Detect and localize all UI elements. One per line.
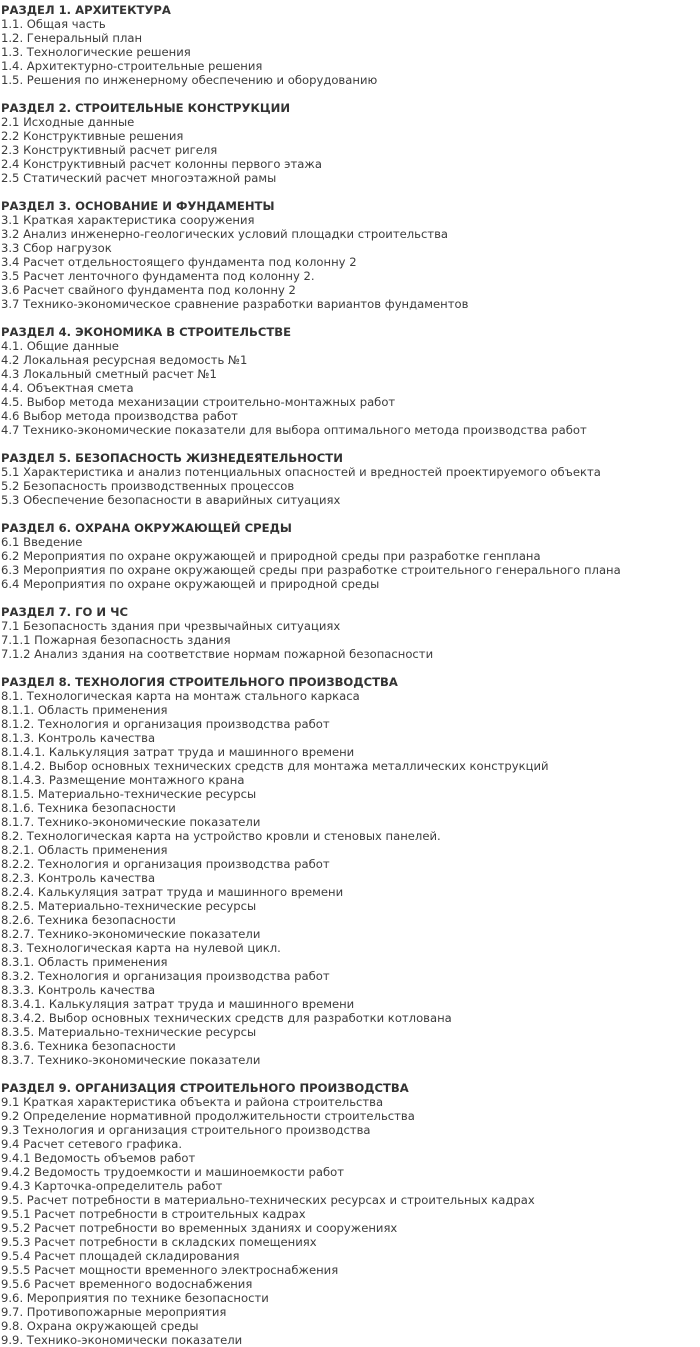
section-items	[1, 17, 700, 87]
toc-item: 8.1.6. Техника безопасности	[1, 801, 176, 815]
toc-section-6	[1, 521, 700, 591]
toc-item: 8.1.3. Контроль качества	[1, 731, 156, 745]
toc-item: 8.3.2. Технология и организация производства работ	[1, 969, 330, 983]
toc-item: 3.6 Расчет свайного фундамента под колонну 2	[1, 283, 296, 297]
toc-item: 9.5.5 Расчет мощности временного электроснабжения	[1, 1263, 339, 1277]
section-items	[1, 213, 700, 311]
toc-item: 9.4.2 Ведомость трудоемкости и машиноемкости работ	[1, 1165, 344, 1179]
toc-item: 8.3.4.1. Калькуляция затрат труда и машинного времени	[1, 997, 355, 1011]
toc-item: 3.2 Анализ инженерно-геологических условий площадки строительства	[1, 227, 449, 241]
toc-item: 9.4.1 Ведомость объемов работ	[1, 1151, 196, 1165]
toc-item: 8.3.7. Технико-экономические показатели	[1, 1053, 261, 1067]
toc-item: 2.3 Конструктивный расчет ригеля	[1, 143, 218, 157]
toc-item: 4.2 Локальная ресурсная ведомость №1	[1, 353, 248, 367]
toc-item: 8.2.5. Материально-технические ресурсы	[1, 899, 257, 913]
toc-item: 8.3.4.2. Выбор основных технических средств для разработки котлована	[1, 1011, 452, 1025]
toc-item: 2.4 Конструктивный расчет колонны первого этажа	[1, 157, 322, 171]
toc-section-4	[1, 325, 700, 437]
toc-item: 8.1.4.3. Размещение монтажного крана	[1, 773, 245, 787]
toc-item: 9.4.3 Карточка-определитель работ	[1, 1179, 223, 1193]
toc-item: 4.4. Объектная смета	[1, 381, 134, 395]
toc-item: 9.1 Краткая характеристика объекта и района строительства	[1, 1095, 384, 1109]
section-items	[1, 689, 700, 1067]
toc-item: 9.9. Технико-экономически показатели	[1, 1333, 243, 1347]
toc-item: 5.2 Безопасность производственных процессов	[1, 479, 295, 493]
toc-item: 9.3 Технология и организация строительного производства	[1, 1123, 371, 1137]
toc-item: 9.5.6 Расчет временного водоснабжения	[1, 1277, 253, 1291]
toc-item: 8.1.4.1. Калькуляция затрат труда и машинного времени	[1, 745, 355, 759]
toc-item: 9.2 Определение нормативной продолжительности строительства	[1, 1109, 415, 1123]
section-items	[1, 1095, 700, 1347]
toc-item: 6.4 Мероприятия по охране окружающей и природной среды	[1, 577, 380, 591]
toc-item: 2.2 Конструктивные решения	[1, 129, 184, 143]
toc-item: 6.2 Мероприятия по охране окружающей и природной среды при разработке генплана	[1, 549, 541, 563]
toc-item: 1.4. Архитектурно-строительные решения	[1, 59, 263, 73]
toc-item: 8.1.5. Материально-технические ресурсы	[1, 787, 257, 801]
section-title: РАЗДЕЛ 6. ОХРАНА ОКРУЖАЮЩЕЙ СРЕДЫ	[1, 521, 292, 535]
toc-item: 8.1.7. Технико-экономические показатели	[1, 815, 261, 829]
toc-item: 9.5.2 Расчет потребности во временных зданиях и сооружениях	[1, 1221, 398, 1235]
toc-item: 8.1.4.2. Выбор основных технических средств для монтажа металлических конструкций	[1, 759, 549, 773]
toc-item: 8.2.7. Технико-экономические показатели	[1, 927, 261, 941]
toc-item: 7.1.1 Пожарная безопасность здания	[1, 633, 231, 647]
toc-item: 8.2.4. Калькуляция затрат труда и машинного времени	[1, 885, 344, 899]
toc-section-7	[1, 605, 700, 661]
section-title: РАЗДЕЛ 7. ГО И ЧС	[1, 605, 129, 619]
section-items	[1, 339, 700, 437]
toc-item: 4.7 Технико-экономические показатели для выбора оптимального метода производства работ	[1, 423, 587, 437]
toc-item: 9.5.1 Расчет потребности в строительных кадрах	[1, 1207, 306, 1221]
section-title: РАЗДЕЛ 5. БЕЗОПАСНОСТЬ ЖИЗНЕДЕЯТЕЛЬНОСТИ	[1, 451, 343, 465]
toc-section-1	[1, 3, 700, 87]
section-title: РАЗДЕЛ 9. ОРГАНИЗАЦИЯ СТРОИТЕЛЬНОГО ПРОИЗВОДСТВА	[1, 1081, 409, 1095]
toc-item: 4.6 Выбор метода производства работ	[1, 409, 238, 423]
toc-item: 4.3 Локальный сметный расчет №1	[1, 367, 217, 381]
toc-item: 3.4 Расчет отдельностоящего фундамента под колонну 2	[1, 255, 357, 269]
toc-item: 8.2. Технологическая карта на устройство кровли и стеновых панелей.	[1, 829, 441, 843]
toc-item: 8.3. Технологическая карта на нулевой цикл.	[1, 941, 281, 955]
toc-item: 9.5.4 Расчет площадей складирования	[1, 1249, 240, 1263]
toc-item: 8.3.6. Техника безопасности	[1, 1039, 176, 1053]
toc-item: 1.2. Генеральный план	[1, 31, 143, 45]
toc-item: 3.7 Технико-экономическое сравнение разработки вариантов фундаментов	[1, 297, 469, 311]
toc-item: 1.1. Общая часть	[1, 17, 106, 31]
toc-item: 3.3 Сбор нагрузок	[1, 241, 112, 255]
toc-item: 8.3.1. Область применения	[1, 955, 168, 969]
toc-item: 8.2.3. Контроль качества	[1, 871, 156, 885]
toc-item: 6.3 Мероприятия по охране окружающей среды при разработке строительного генерального плана	[1, 563, 621, 577]
toc-item: 5.3 Обеспечение безопасности в аварийных ситуациях	[1, 493, 341, 507]
toc-item: 1.3. Технологические решения	[1, 45, 191, 59]
toc-item: 9.5.3 Расчет потребности в складских помещениях	[1, 1235, 317, 1249]
toc-item: 2.5 Статический расчет многоэтажной рамы	[1, 171, 277, 185]
section-items	[1, 619, 700, 661]
section-items	[1, 115, 700, 185]
toc-item: 9.8. Охрана окружающей среды	[1, 1319, 199, 1333]
toc-item: 9.5. Расчет потребности в материально-технических ресурсах и строительных кадрах	[1, 1193, 535, 1207]
toc-item: 4.5. Выбор метода механизации строительно-монтажных работ	[1, 395, 396, 409]
toc-section-5	[1, 451, 700, 507]
toc-item: 5.1 Характеристика и анализ потенциальных опасностей и вредностей проектируемого объекта	[1, 465, 601, 479]
section-title: РАЗДЕЛ 3. ОСНОВАНИЕ И ФУНДАМЕНТЫ	[1, 199, 275, 213]
toc-item: 1.5. Решения по инженерному обеспечению и оборудованию	[1, 73, 378, 87]
toc-item: 8.2.6. Техника безопасности	[1, 913, 176, 927]
toc-item: 7.1.2 Анализ здания на соответствие нормам пожарной безопасности	[1, 647, 434, 661]
toc-item: 8.1.2. Технология и организация производства работ	[1, 717, 330, 731]
toc-item: 7.1 Безопасность здания при чрезвычайных ситуациях	[1, 619, 341, 633]
toc-section-2	[1, 101, 700, 185]
toc-section-8	[1, 675, 700, 1067]
toc-item: 9.6. Мероприятия по технике безопасности	[1, 1291, 269, 1305]
toc-item: 9.4 Расчет сетевого графика.	[1, 1137, 182, 1151]
toc-item: 9.7. Противопожарные мероприятия	[1, 1305, 227, 1319]
toc-item: 8.2.2. Технология и организация производства работ	[1, 857, 330, 871]
toc-item: 8.1. Технологическая карта на монтаж стального каркаса	[1, 689, 360, 703]
section-items	[1, 535, 700, 591]
toc-item: 6.1 Введение	[1, 535, 83, 549]
toc-section-3	[1, 199, 700, 311]
toc-item: 3.1 Краткая характеристика сооружения	[1, 213, 255, 227]
toc-item: 4.1. Общие данные	[1, 339, 119, 353]
section-title: РАЗДЕЛ 1. АРХИТЕКТУРА	[1, 3, 171, 17]
toc-item: 8.3.5. Материально-технические ресурсы	[1, 1025, 257, 1039]
toc-item: 8.2.1. Область применения	[1, 843, 168, 857]
section-title: РАЗДЕЛ 8. ТЕХНОЛОГИЯ СТРОИТЕЛЬНОГО ПРОИЗВОДСТВА	[1, 675, 398, 689]
toc-section-9	[1, 1081, 700, 1347]
section-title: РАЗДЕЛ 2. СТРОИТЕЛЬНЫЕ КОНСТРУКЦИИ	[1, 101, 291, 115]
toc-item: 2.1 Исходные данные	[1, 115, 135, 129]
toc-item: 3.5 Расчет ленточного фундамента под колонну 2.	[1, 269, 315, 283]
section-title: РАЗДЕЛ 4. ЭКОНОМИКА В СТРОИТЕЛЬСТВЕ	[1, 325, 292, 339]
toc-item: 8.3.3. Контроль качества	[1, 983, 156, 997]
toc-item: 8.1.1. Область применения	[1, 703, 168, 717]
section-items	[1, 465, 700, 507]
